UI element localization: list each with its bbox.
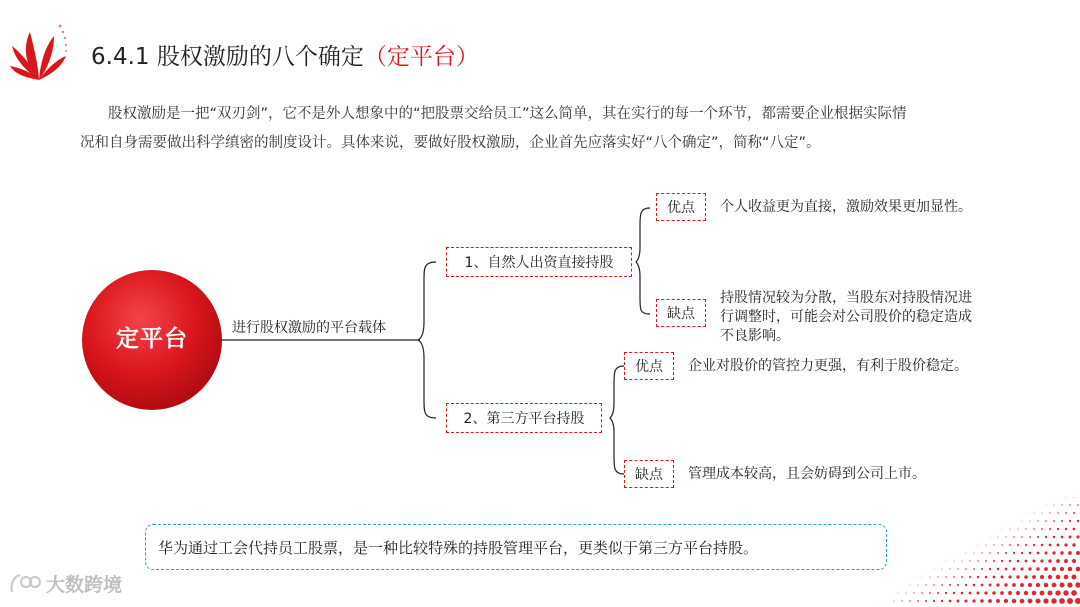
- decor-dot: [1073, 528, 1076, 531]
- decor-dot: [1017, 560, 1020, 563]
- decor-dot: [998, 537, 999, 538]
- decor-dot: [1001, 560, 1003, 562]
- decor-dot: [992, 591, 995, 594]
- decor-dot: [988, 599, 992, 603]
- branch-label: 进行股权激励的平台载体: [232, 320, 386, 336]
- decor-dot: [1012, 599, 1016, 603]
- decor-dot: [1076, 551, 1080, 555]
- decor-dot: [1008, 591, 1012, 595]
- decor-dot: [972, 599, 975, 602]
- decor-dot: [949, 600, 952, 603]
- decor-dot: [1052, 567, 1056, 571]
- decor-dot: [1041, 528, 1043, 530]
- decor-dot: [1064, 543, 1067, 546]
- decor-dot: [1061, 504, 1062, 505]
- decor-dot: [1020, 583, 1024, 587]
- section-number: 6.4.1: [91, 44, 150, 70]
- decor-dot: [1022, 521, 1023, 522]
- decor-dot: [978, 545, 979, 546]
- decor-dot: [980, 599, 984, 603]
- decor-dot: [925, 600, 927, 602]
- decor-dot: [1049, 528, 1051, 530]
- decor-dot: [1071, 590, 1077, 596]
- decor-dot: [1004, 599, 1008, 603]
- title-suffix: （定平台）: [363, 44, 479, 70]
- decor-dot: [1028, 583, 1032, 587]
- decor-dot: [981, 584, 984, 587]
- option-2-pro-text: 企业对股价的管控力更强，有利于股价稳定。: [688, 358, 968, 374]
- decor-dot: [965, 584, 967, 586]
- decor-dot: [917, 600, 919, 602]
- decor-dot: [966, 553, 967, 554]
- option-2-box: 2、第三方平台持股: [446, 403, 602, 433]
- decor-dot: [1055, 590, 1060, 595]
- decor-dot: [933, 600, 935, 602]
- decor-dot: [893, 600, 894, 601]
- option-1-con-text: [720, 289, 1020, 346]
- decor-dot: [1021, 536, 1023, 538]
- decor-dot: [945, 576, 946, 577]
- option-1-con-tag: 缺点: [656, 299, 706, 327]
- decor-dot: [905, 592, 906, 593]
- decor-dot: [1046, 505, 1047, 506]
- decor-dot: [985, 576, 988, 579]
- decor-dot: [1025, 560, 1028, 563]
- decor-dot: [913, 592, 914, 593]
- decor-dot: [1008, 575, 1011, 578]
- decor-dot: [1072, 559, 1076, 563]
- decor-dot: [965, 568, 967, 570]
- decor-dot: [993, 544, 994, 545]
- decor-dot: [1004, 583, 1007, 586]
- decor-dot: [997, 568, 999, 570]
- decor-dot: [1010, 529, 1011, 530]
- note-text: 华为通过工会代持员工股票，是一种比较特殊的持股管理平台，更类似于第三方平台持股。: [158, 538, 759, 557]
- decor-dot: [993, 576, 996, 579]
- decor-dot: [945, 592, 947, 594]
- watermark: [8, 570, 122, 597]
- option-1-pro-tag: 优点: [656, 193, 706, 221]
- decor-dot: [970, 545, 971, 546]
- decor-dot: [976, 591, 979, 594]
- decor-dot: [973, 568, 975, 570]
- decor-dot: [1040, 591, 1045, 596]
- decor-dot: [1024, 591, 1028, 595]
- decor-dot: [1075, 598, 1080, 604]
- decor-dot: [1044, 551, 1047, 554]
- decor-dot: [1076, 567, 1080, 572]
- decor-dot: [1056, 559, 1060, 563]
- decor-dot: [1000, 591, 1004, 595]
- decor-dot: [990, 537, 991, 538]
- option-1-con-line-1: 持股情况较为分散，当股东对持股情况进: [720, 290, 972, 306]
- decor-dot: [1060, 583, 1065, 588]
- decor-dot: [989, 552, 990, 553]
- decor-dot: [973, 552, 974, 553]
- decor-dot: [1060, 551, 1063, 554]
- decor-dot: [1048, 575, 1052, 579]
- decor-dot: [1017, 528, 1018, 529]
- decor-dot: [958, 553, 959, 554]
- decor-dot: [1032, 559, 1035, 562]
- decor-dot: [961, 592, 964, 595]
- decor-dot: [961, 560, 962, 561]
- decor-dot: [1028, 599, 1033, 604]
- decor-dot: [1059, 598, 1065, 604]
- decor-dot: [989, 568, 991, 570]
- decor-dot: [898, 593, 899, 594]
- decor-dot: [1020, 599, 1025, 604]
- decor-dot: [961, 576, 963, 578]
- decor-dot: [1032, 591, 1037, 596]
- decor-dot: [957, 600, 960, 603]
- decor-dot: [1060, 567, 1064, 571]
- decor-dot: [1047, 590, 1052, 595]
- decor-dot: [937, 592, 939, 594]
- decor-dot: [1045, 536, 1047, 538]
- decor-dot: [1075, 582, 1080, 587]
- decor-dot: [1045, 520, 1047, 522]
- decor-dot: [922, 577, 923, 578]
- decor-dot: [973, 584, 976, 587]
- decor-dot: [1053, 520, 1055, 522]
- intro-line-2: 况和自身需要做出科学缜密的制度设计。具体来说，要做好股权激励，企业首先应落实好“八个确定”，简称“八定”。: [80, 135, 821, 151]
- decor-dot: [942, 569, 943, 570]
- decor-dot: [986, 545, 987, 546]
- decor-dot: [1048, 559, 1052, 563]
- decor-dot: [1033, 528, 1035, 530]
- decor-dot: [1068, 567, 1072, 571]
- decor-dot: [1024, 575, 1028, 579]
- decor-dot: [1057, 544, 1060, 547]
- decor-dot: [1069, 504, 1070, 505]
- decor-dot: [1014, 521, 1015, 522]
- decor-dot: [1052, 551, 1055, 554]
- decor-dot: [1013, 568, 1016, 571]
- decor-dot: [977, 560, 979, 562]
- decor-dot: [910, 585, 911, 586]
- option-2-con-tag: 缺点: [624, 460, 674, 488]
- decor-dot: [1072, 543, 1075, 546]
- decor-dot: [1009, 560, 1011, 562]
- decor-dot: [1065, 528, 1067, 530]
- decor-dot: [1054, 505, 1055, 506]
- decor-dot: [1032, 575, 1036, 579]
- decor-dot: [982, 537, 983, 538]
- decor-dot: [1037, 552, 1040, 555]
- decor-dot: [934, 569, 935, 570]
- watermark-text: 大数跨境: [46, 574, 123, 596]
- decor-dot: [1012, 583, 1016, 587]
- decor-dot: [996, 583, 999, 586]
- decor-dot: [902, 585, 903, 586]
- decor-dot: [941, 600, 943, 602]
- decor-dot: [1029, 520, 1030, 521]
- decor-dot: [1040, 559, 1043, 562]
- decor-dot: [1069, 520, 1071, 522]
- decor-dot: [1005, 552, 1007, 554]
- decor-dot: [937, 576, 938, 577]
- decor-dot: [933, 584, 934, 585]
- note-box: [145, 524, 887, 570]
- decor-dot: [1057, 528, 1059, 530]
- decor-dot: [1001, 576, 1004, 579]
- decor-dot: [1044, 567, 1048, 571]
- decor-dot: [1035, 598, 1040, 603]
- decorative-dots-icon: [890, 497, 1080, 607]
- decor-dot: [1077, 504, 1079, 506]
- decor-dot: [997, 552, 999, 554]
- decor-dot: [1009, 544, 1011, 546]
- decor-dot: [1072, 575, 1077, 580]
- decor-dot: [996, 599, 1000, 603]
- decor-dot: [1029, 536, 1031, 538]
- option-1-pro-text: 个人收益更为直接，激励效果更加显性。: [720, 199, 972, 215]
- decor-dot: [1025, 528, 1026, 529]
- decor-dot: [1053, 536, 1055, 538]
- decor-dot: [917, 584, 918, 585]
- decor-dot: [1013, 552, 1015, 554]
- decor-dot: [984, 591, 987, 594]
- decor-dot: [953, 576, 955, 578]
- decor-dot: [1057, 512, 1058, 513]
- watermark-icon: [8, 572, 42, 596]
- intro-line-1: 股权激励是一把“双刃剑”，它不是外人想象中的“把股票交给员工”这么简单，其在实行的每一个环节，都需要企业根据实际情: [108, 106, 907, 122]
- decor-dot: [1068, 551, 1072, 555]
- option-2-con-text: 管理成本较高，且会妨碍到公司上市。: [688, 466, 926, 482]
- decor-dot: [949, 584, 951, 586]
- decor-dot: [925, 584, 926, 585]
- decor-dot: [929, 592, 931, 594]
- decor-dot: [957, 584, 959, 586]
- decor-dot: [1061, 520, 1063, 522]
- decor-dot: [1073, 512, 1075, 514]
- decor-dot: [1005, 536, 1006, 537]
- decor-dot: [914, 577, 915, 578]
- decor-dot: [1036, 583, 1040, 587]
- decor-dot: [1065, 512, 1067, 514]
- decor-dot: [909, 600, 911, 602]
- decor-dot: [981, 568, 983, 570]
- decor-dot: [1044, 583, 1049, 588]
- decor-dot: [1052, 583, 1057, 588]
- decor-dot: [1041, 544, 1044, 547]
- decor-dot: [1016, 575, 1019, 578]
- decor-dot: [1001, 544, 1002, 545]
- decor-dot: [969, 560, 970, 561]
- decor-dot: [1020, 567, 1023, 570]
- decor-dot: [901, 600, 902, 601]
- decor-dot: [1043, 598, 1048, 603]
- decor-dot: [1038, 505, 1039, 506]
- center-node-label: 定平台: [116, 326, 188, 352]
- option-2-pro-tag: 优点: [624, 352, 674, 380]
- decor-dot: [1049, 512, 1050, 513]
- decor-dot: [1051, 598, 1057, 604]
- decor-dot: [1037, 536, 1039, 538]
- decor-dot: [1021, 552, 1023, 554]
- decor-dot: [1028, 567, 1031, 570]
- decor-dot: [1063, 590, 1068, 595]
- decor-dot: [1061, 536, 1064, 539]
- decor-dot: [1037, 520, 1038, 521]
- decor-dot: [1040, 575, 1044, 579]
- decor-dot: [985, 560, 987, 562]
- decor-dot: [1033, 544, 1035, 546]
- decor-dot: [1036, 567, 1040, 571]
- decor-dot: [1069, 536, 1072, 539]
- decor-dot: [969, 576, 971, 578]
- option-1-con-line-3: 不良影响。: [720, 328, 790, 344]
- decor-dot: [989, 584, 992, 587]
- decor-dot: [1002, 529, 1003, 530]
- option-1-box: 1、自然人出资直接持股: [446, 247, 632, 277]
- decor-dot: [1017, 544, 1019, 546]
- decor-dot: [1076, 535, 1079, 538]
- decor-dot: [1026, 513, 1027, 514]
- decor-dot: [981, 552, 982, 553]
- decor-dot: [1041, 512, 1042, 513]
- decor-dot: [957, 568, 958, 569]
- decor-dot: [1025, 544, 1027, 546]
- decor-dot: [1056, 575, 1060, 579]
- decor-dot: [930, 577, 931, 578]
- decor-dot: [1016, 591, 1020, 595]
- decor-dot: [946, 561, 947, 562]
- decor-dot: [1064, 559, 1068, 563]
- decor-dot: [1034, 513, 1035, 514]
- option-1-con-line-2: 行调整时，可能会对公司股价的稳定造成: [720, 309, 972, 325]
- decor-dot: [1064, 575, 1069, 580]
- decor-dot: [954, 561, 955, 562]
- decor-dot: [1067, 598, 1073, 604]
- decor-dot: [953, 592, 955, 594]
- decor-dot: [1067, 582, 1072, 587]
- decor-dot: [1029, 552, 1032, 555]
- decor-dot: [1005, 568, 1008, 571]
- decor-dot: [949, 568, 950, 569]
- decor-dot: [969, 592, 972, 595]
- decor-dot: [1073, 497, 1074, 498]
- decor-dot: [1013, 536, 1014, 537]
- decor-dot: [1049, 544, 1052, 547]
- decor-dot: [1077, 520, 1079, 522]
- decor-dot: [941, 584, 943, 586]
- decor-dot: [993, 560, 995, 562]
- title-text: 股权激励的八个确定: [156, 44, 364, 70]
- decor-dot: [921, 592, 923, 594]
- decor-dot: [977, 576, 979, 578]
- decor-dot: [964, 599, 967, 602]
